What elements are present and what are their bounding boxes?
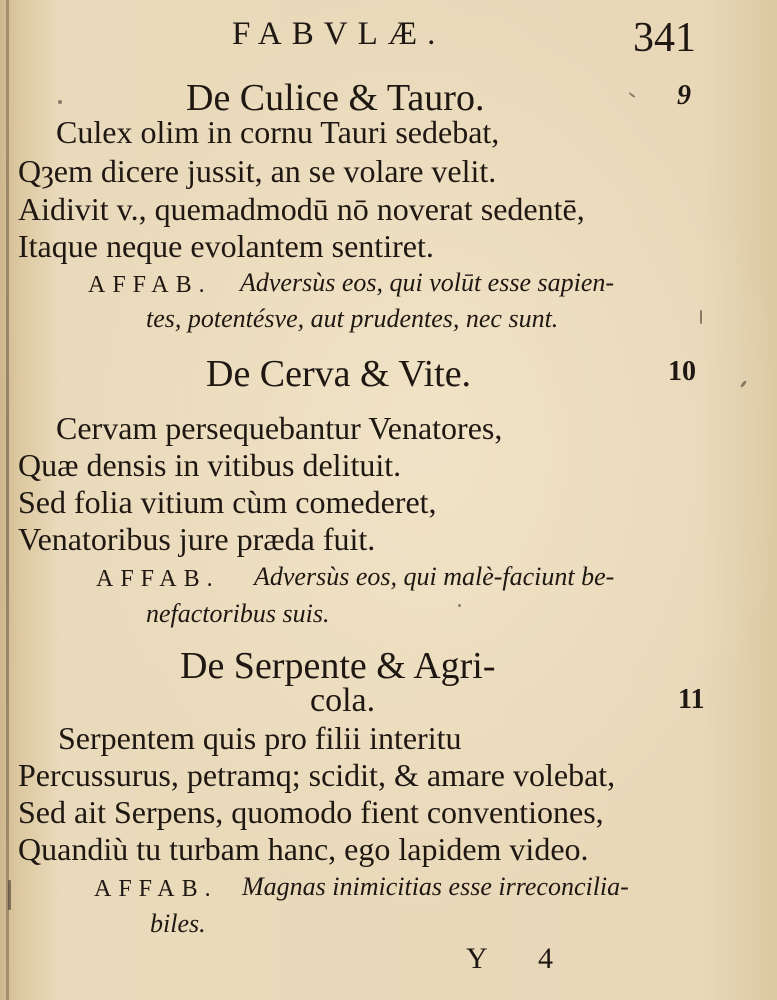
fable-number: 9 — [677, 80, 691, 111]
moral-text: tes, potentésve, aut prudentes, nec sunt. — [146, 304, 559, 333]
verse-line: Sed ait Serpens, quomodo fient conventiones, — [18, 794, 604, 830]
fable-title: De Culice & Tauro. — [186, 77, 485, 119]
ink-speck — [628, 92, 636, 98]
fable-title: De Serpente & Agri- — [180, 645, 496, 687]
moral-text: Magnas inimicitias esse irreconcilia- — [242, 872, 629, 901]
running-head: FABVLÆ. — [232, 16, 446, 52]
page-number: 341 — [633, 15, 696, 61]
binding-gutter — [6, 0, 9, 1000]
fable-title-continued: cola. — [310, 682, 376, 719]
verse-line: Itaque neque evolantem sentiret. — [18, 228, 434, 264]
ink-speck — [740, 380, 747, 388]
moral-text: Adversùs eos, qui volūt esse sapien- — [240, 268, 615, 297]
fable-number: 11 — [678, 684, 705, 715]
ink-speck — [58, 100, 62, 104]
moral-label: AFFAB. — [96, 566, 220, 592]
moral-label: AFFAB. — [94, 876, 218, 902]
fable-title: De Cerva & Vite. — [206, 353, 472, 395]
verse-line: Quæ densis in vitibus delituit. — [18, 447, 402, 483]
verse-line: Cervam persequebantur Venatores, — [56, 410, 503, 446]
verse-line: Aidivit v., quemadmodū nō noverat sedentē, — [18, 191, 585, 227]
ink-speck — [700, 310, 702, 324]
verse-line: Percussurus, petramq; scidit, & amare volebat, — [18, 757, 616, 793]
verse-line: Qȝem dicere jussit, an se volare velit. — [18, 153, 497, 189]
moral-text: biles. — [150, 909, 206, 938]
ink-speck — [8, 880, 11, 910]
signature-mark: Y 4 — [466, 942, 576, 975]
moral-text: nefactoribus suis. — [146, 599, 330, 628]
verse-line: Serpentem quis pro filii interitu — [58, 720, 462, 756]
fable-number: 10 — [668, 356, 696, 387]
ink-speck — [458, 604, 461, 607]
moral-label: AFFAB. — [88, 272, 212, 298]
moral-text: Adversùs eos, qui malè-faciunt be- — [254, 562, 615, 591]
verse-line: Sed folia vitium cùm comederet, — [18, 484, 437, 520]
verse-line: Culex olim in cornu Tauri sedebat, — [56, 114, 500, 150]
verse-line: Venatoribus jure præda fuit. — [18, 521, 376, 557]
verse-line: Quandiù tu turbam hanc, ego lapidem video. — [18, 831, 589, 867]
